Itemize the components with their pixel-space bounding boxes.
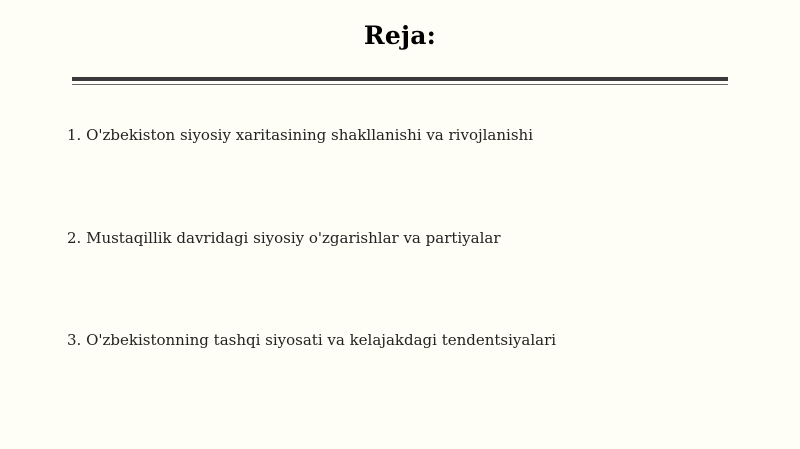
divider-thick-line	[72, 77, 728, 81]
plan-item-3: 3. O'zbekistonning tashqi siyosati va kelajakdagi tendentsiyalari	[67, 331, 557, 349]
plan-item-2: 2. Mustaqillik davridagi siyosiy o'zgarishlar va partiyalar	[67, 229, 501, 247]
slide-title: Reja:	[363, 21, 437, 50]
divider-thin-line	[72, 84, 728, 85]
plan-item-1: 1. O'zbekiston siyosiy xaritasining shakllanishi va rivojlanishi	[67, 126, 533, 144]
title-divider	[72, 77, 728, 86]
